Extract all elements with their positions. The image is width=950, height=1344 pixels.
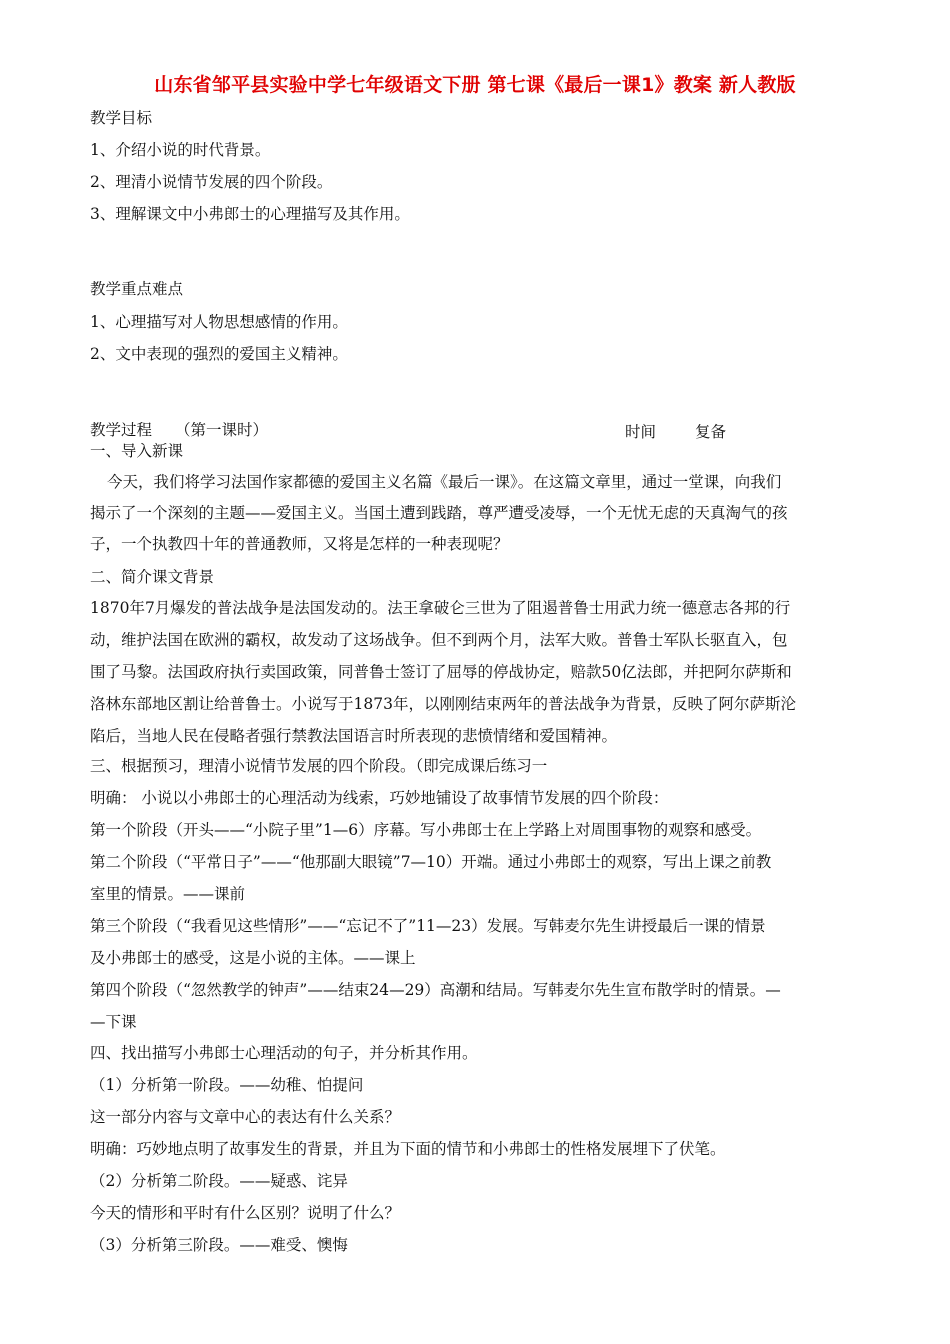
paragraph-line: 第四个阶段（“忽然教学的钟声”——结束24—29）高潮和结局。写韩麦尔先生宣布散学时的情景。— (90, 981, 781, 999)
paragraph-line: 今天的情形和平时有什么区别？说明了什么？ (90, 1204, 401, 1222)
paragraph-line: 围了马黎。法国政府执行卖国政策，同普鲁士签订了屈辱的停战协定，赔款50亿法郎，并把阿尔萨斯和 (90, 663, 792, 681)
process-heading-text: 教学过程 (90, 421, 153, 439)
objective-item: 1、介绍小说的时代背景。 (90, 141, 271, 159)
paragraph-line: 陷后，当地人民在侵略者强行禁教法国语言时所表现的悲愤情绪和爱国精神。 (90, 727, 618, 745)
prep-label: 复备 (695, 423, 727, 441)
paragraph-line: 室里的情景。——课前 (90, 885, 246, 903)
paragraph-line: 第三个阶段（“我看见这些情形”——“忘记不了”11—23）发展。写韩麦尔先生讲授最后一课的情景 (90, 917, 766, 935)
objectives-heading: 教学目标 (90, 109, 153, 127)
keypoint-item: 1、心理描写对人物思想感情的作用。 (90, 313, 348, 331)
paragraph-line: （2）分析第二阶段。——疑惑、诧异 (90, 1172, 348, 1190)
section-heading: 一、导入新课 (90, 442, 184, 460)
objective-item: 2、理清小说情节发展的四个阶段。 (90, 173, 333, 191)
paragraph-line: 及小弗郎士的感受，这是小说的主体。——课上 (90, 949, 416, 967)
paragraph-line: 第二个阶段（“平常日子”——“他那副大眼镜”7—10）开端。通过小弗郎士的观察，写出上课之前教 (90, 853, 772, 871)
paragraph-line: （1）分析第一阶段。——幼稚、怕提问 (90, 1076, 364, 1094)
paragraph-line: 揭示了一个深刻的主题——爱国主义。当国土遭到践踏，尊严遭受凌辱，一个无忧无虑的天真淘气的孩 (90, 504, 788, 522)
section-heading: 四、找出描写小弗郎士心理活动的句子，并分析其作用。 (90, 1044, 478, 1062)
document-title: 山东省邹平县实验中学七年级语文下册 第七课《最后一课1》教案 新人教版 (154, 74, 796, 96)
section-heading: 三、根据预习，理清小说情节发展的四个阶段。（即完成课后练习一 (90, 757, 548, 775)
keypoints-heading: 教学重点难点 (90, 280, 184, 298)
session-label: （第一课时） (174, 421, 268, 439)
paragraph-line: 动，维护法国在欧洲的霸权，故发动了这场战争。但不到两个月，法军大败。普鲁士军队长驱直入，包 (90, 631, 788, 649)
paragraph-line: —下课 (90, 1013, 137, 1031)
keypoint-item: 2、文中表现的强烈的爱国主义精神。 (90, 345, 348, 363)
process-heading (90, 420, 268, 440)
objective-item: 3、理解课文中小弗郎士的心理描写及其作用。 (90, 205, 410, 223)
paragraph-line: 洛林东部地区割让给普鲁士。小说写于1873年，以刚刚结束两年的普法战争为背景，反映了阿尔萨斯沦 (90, 695, 796, 713)
paragraph-line: 子，一个执教四十年的普通教师，又将是怎样的一种表现呢？ (90, 535, 509, 553)
paragraph-line: 明确：巧妙地点明了故事发生的背景，并且为下面的情节和小弗郎士的性格发展埋下了伏笔。 (90, 1140, 726, 1158)
paragraph-line: 1870年7月爆发的普法战争是法国发动的。法王拿破仑三世为了阻遏普鲁士用武力统一德意志各邦的行 (90, 599, 791, 617)
paragraph-line: （3）分析第三阶段。——难受、懊悔 (90, 1236, 348, 1254)
paragraph-line: 第一个阶段（开头——“小院子里”1—6）序幕。写小弗郎士在上学路上对周围事物的观察和感受。 (90, 821, 762, 839)
paragraph-line: 这一部分内容与文章中心的表达有什么关系？ (90, 1108, 401, 1126)
section-heading: 二、简介课文背景 (90, 568, 215, 586)
time-label: 时间 (625, 423, 657, 441)
paragraph-line: 今天，我们将学习法国作家都德的爱国主义名篇《最后一课》。在这篇文章里，通过一堂课，向我们 (107, 473, 782, 491)
paragraph-line: 明确： 小说以小弗郎士的心理活动为线索，巧妙地铺设了故事情节发展的四个阶段： (90, 789, 669, 807)
